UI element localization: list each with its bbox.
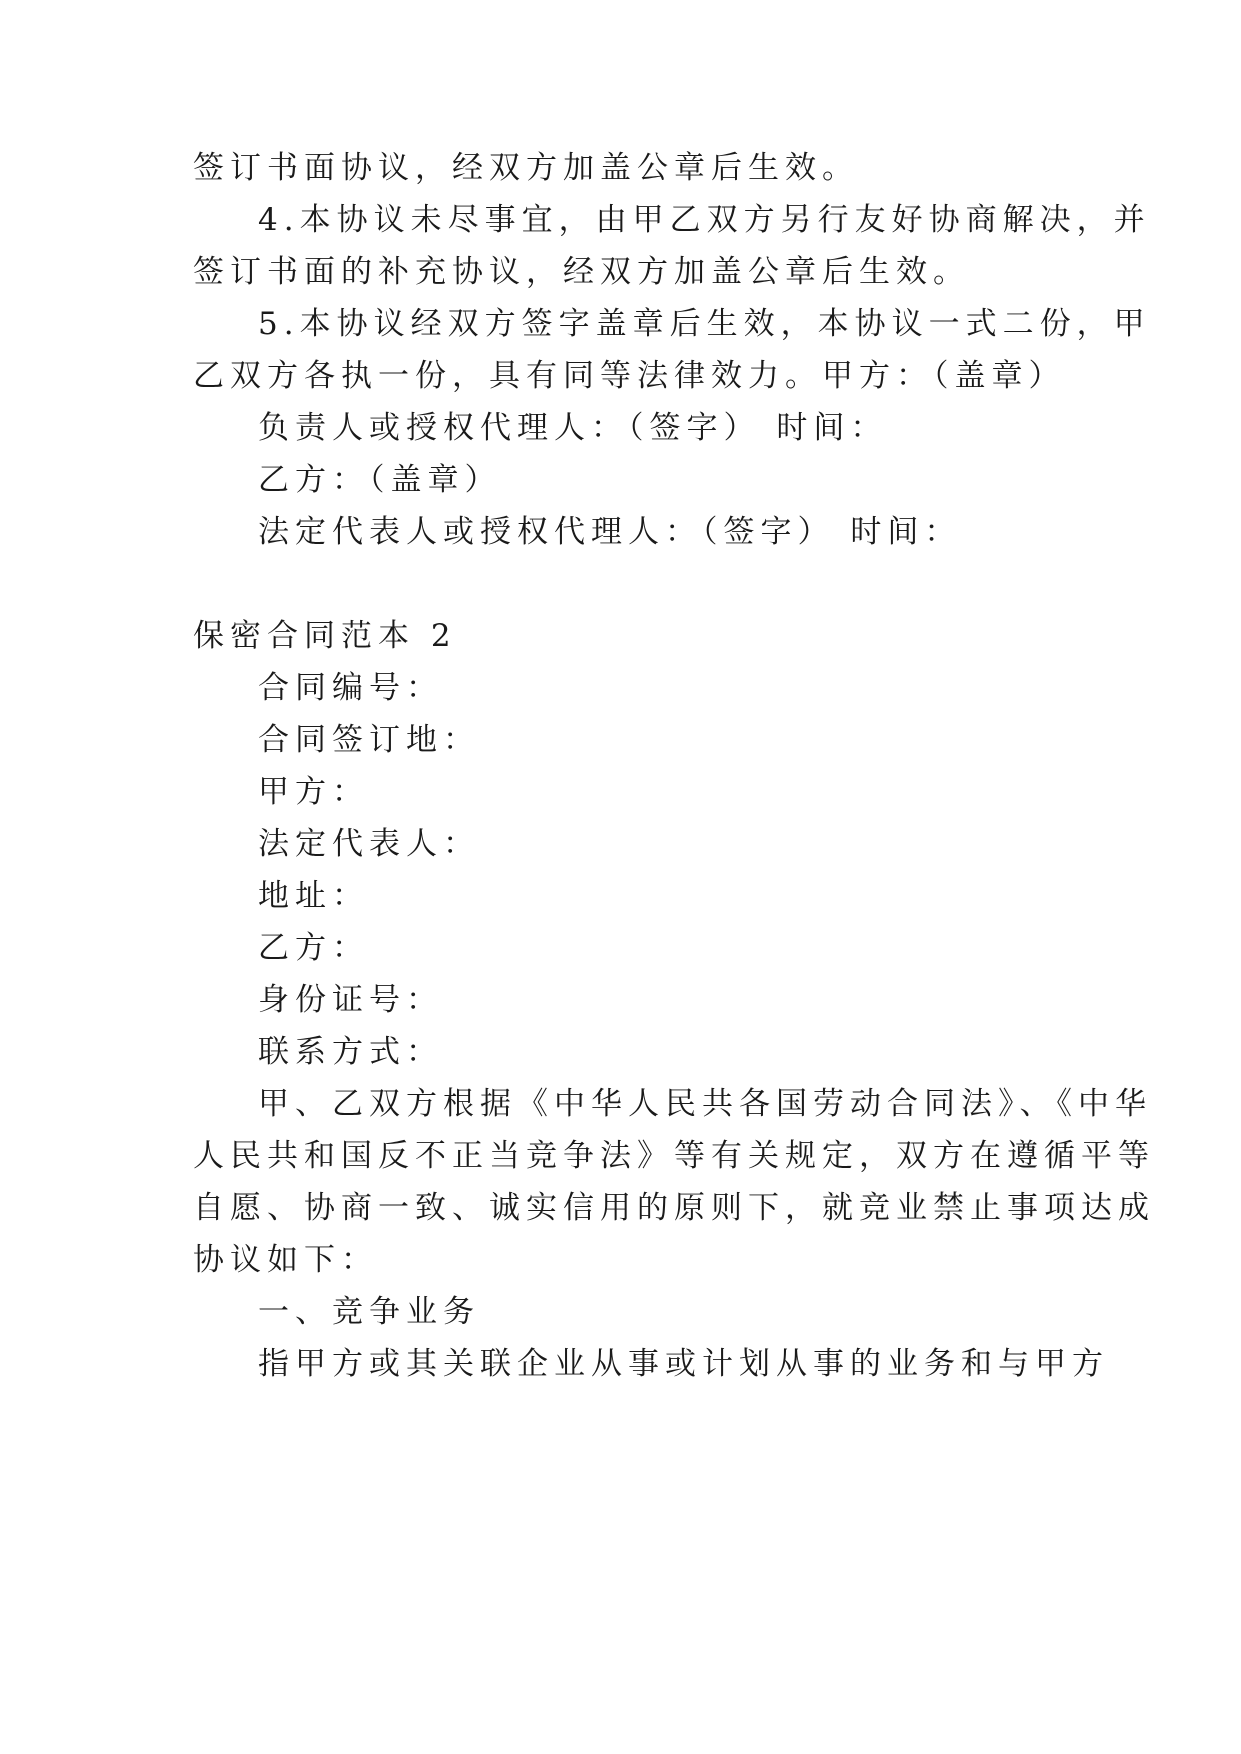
- signature-line-party-b: 法定代表人或授权代理人：（签字） 时间：: [258, 514, 962, 550]
- field-contact: 联系方式：: [258, 1034, 443, 1070]
- section-heading-competing-business: 一、竞争业务: [258, 1294, 480, 1330]
- clause-4-line-1: 4.本协议未尽事宜，由甲乙双方另行友好协商解决，并: [258, 202, 1151, 238]
- intro-paragraph-line-2: 人民共和国反不正当竞争法》等有关规定，双方在遵循平等: [193, 1138, 1155, 1174]
- party-b-seal-line: 乙方：（盖章）: [258, 462, 502, 498]
- paragraph-line: 签订书面协议，经双方加盖公章后生效。: [193, 150, 859, 186]
- field-id-number: 身份证号：: [258, 982, 443, 1018]
- intro-paragraph-line-3: 自愿、协商一致、诚实信用的原则下，就竞业禁止事项达成: [193, 1190, 1155, 1226]
- field-party-a: 甲方：: [258, 774, 369, 810]
- clause-4-line-2: 签订书面的补充协议，经双方加盖公章后生效。: [193, 254, 970, 290]
- intro-paragraph-line-1: 甲、乙双方根据《中华人民共各国劳动合同法》、《中华: [258, 1086, 1152, 1122]
- field-address: 地址：: [258, 878, 369, 914]
- clause-5-line-2: 乙双方各执一份，具有同等法律效力。甲方：（盖章）: [193, 358, 1066, 394]
- signature-line-party-a: 负责人或授权代理人：（签字） 时间：: [258, 410, 888, 446]
- field-party-b: 乙方：: [258, 930, 369, 966]
- field-legal-representative: 法定代表人：: [258, 826, 480, 862]
- competing-business-paragraph-line: 指甲方或其关联企业从事或计划从事的业务和与甲方: [258, 1346, 1109, 1382]
- clause-5-line-1: 5.本协议经双方签字盖章后生效，本协议一式二份，甲: [258, 306, 1151, 342]
- field-signing-place: 合同签订地：: [258, 722, 480, 758]
- intro-paragraph-line-4: 协议如下：: [193, 1242, 378, 1278]
- section-title: 保密合同范本 2: [193, 618, 457, 654]
- field-contract-number: 合同编号：: [258, 670, 443, 706]
